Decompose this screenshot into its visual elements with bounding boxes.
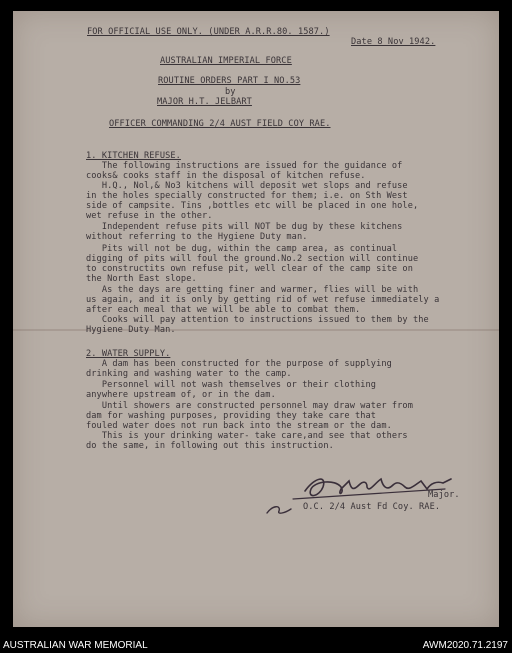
- section-line: The following instructions are issued for the guidance of: [86, 161, 403, 171]
- section-line: Until showers are constructed personnel may draw water from: [86, 401, 413, 411]
- section-line: without referring to the Hygiene Duty man.: [86, 232, 308, 242]
- section-line: digging of pits will foul the ground.No.2 section will continue: [86, 254, 419, 264]
- section-line: us again, and it is only by getting rid of wet refuse immediately a: [86, 295, 440, 305]
- footer-accession-number: AWM2020.71.2197: [422, 640, 508, 651]
- section-line: Cooks will pay attention to instructions issued to them by the: [86, 315, 429, 325]
- section-line: Hygiene Duty Man.: [86, 325, 176, 335]
- section-line: This is your drinking water- take care,and see that others: [86, 431, 408, 441]
- section-line: As the days are getting finer and warmer, flies will be with: [86, 285, 419, 295]
- section-heading: [86, 151, 181, 161]
- section-heading-text: 1. KITCHEN REFUSE.: [86, 151, 181, 161]
- section-line: H.Q., Nol,& No3 kitchens will deposit wet slops and refuse: [86, 181, 408, 191]
- officer-name: MAJOR H.T. JELBART: [157, 97, 252, 107]
- section-heading: [86, 349, 170, 359]
- section-heading-text: 2. WATER SUPPLY.: [86, 349, 171, 359]
- section-line: A dam has been constructed for the purpose of supplying: [86, 359, 392, 369]
- section-line: do the same, in following out this instruction.: [86, 441, 334, 451]
- section-line: drinking and washing water to the camp.: [86, 369, 292, 379]
- document-page: [13, 11, 499, 627]
- signature-rank: Major.: [428, 490, 460, 500]
- document-date: Date 8 Nov 1942.: [351, 37, 436, 47]
- section-line: wet refuse in the other.: [86, 211, 213, 221]
- section-line: Personnel will not wash themselves or their clothing: [86, 380, 377, 390]
- section-line: anywhere upstream of, or in the dam.: [86, 390, 276, 400]
- section-line: fouled water does not run back into the stream or the dam.: [86, 421, 392, 431]
- section-line: the North East slope.: [86, 274, 197, 284]
- section-line: Independent refuse pits will NOT be dug by these kitchens: [86, 222, 403, 232]
- footer-institution: AUSTRALIAN WAR MEMORIAL: [3, 640, 148, 651]
- section-line: Pits will not be dug, within the camp area, as continual: [86, 244, 398, 254]
- section-line: to constructits own refuse pit, well clear of the camp site on: [86, 264, 413, 274]
- orders-title: ROUTINE ORDERS PART I NO.53: [158, 76, 301, 86]
- archive-footer: [0, 637, 512, 653]
- signature-title: O.C. 2/4 Aust Fd Coy. RAE.: [303, 502, 441, 512]
- section-line: side of campsite. Tins ,bottles etc will be placed in one hole,: [86, 201, 419, 211]
- by-line: by: [225, 87, 236, 97]
- restriction-header: FOR OFFICIAL USE ONLY. (UNDER A.R.R.80. 1587.): [87, 27, 330, 37]
- section-line: cooks& cooks staff in the disposal of kitchen refuse.: [86, 171, 366, 181]
- unit-line: AUSTRALIAN IMPERIAL FORCE: [160, 56, 292, 66]
- section-line: after each meal that we will be able to combat them.: [86, 305, 361, 315]
- section-line: in the holes specially constructed for them; i.e. on Sth West: [86, 191, 408, 201]
- officer-title: OFFICER COMMANDING 2/4 AUST FIELD COY RAE.: [109, 119, 331, 129]
- section-line: dam for washing purposes, providing they take care that: [86, 411, 377, 421]
